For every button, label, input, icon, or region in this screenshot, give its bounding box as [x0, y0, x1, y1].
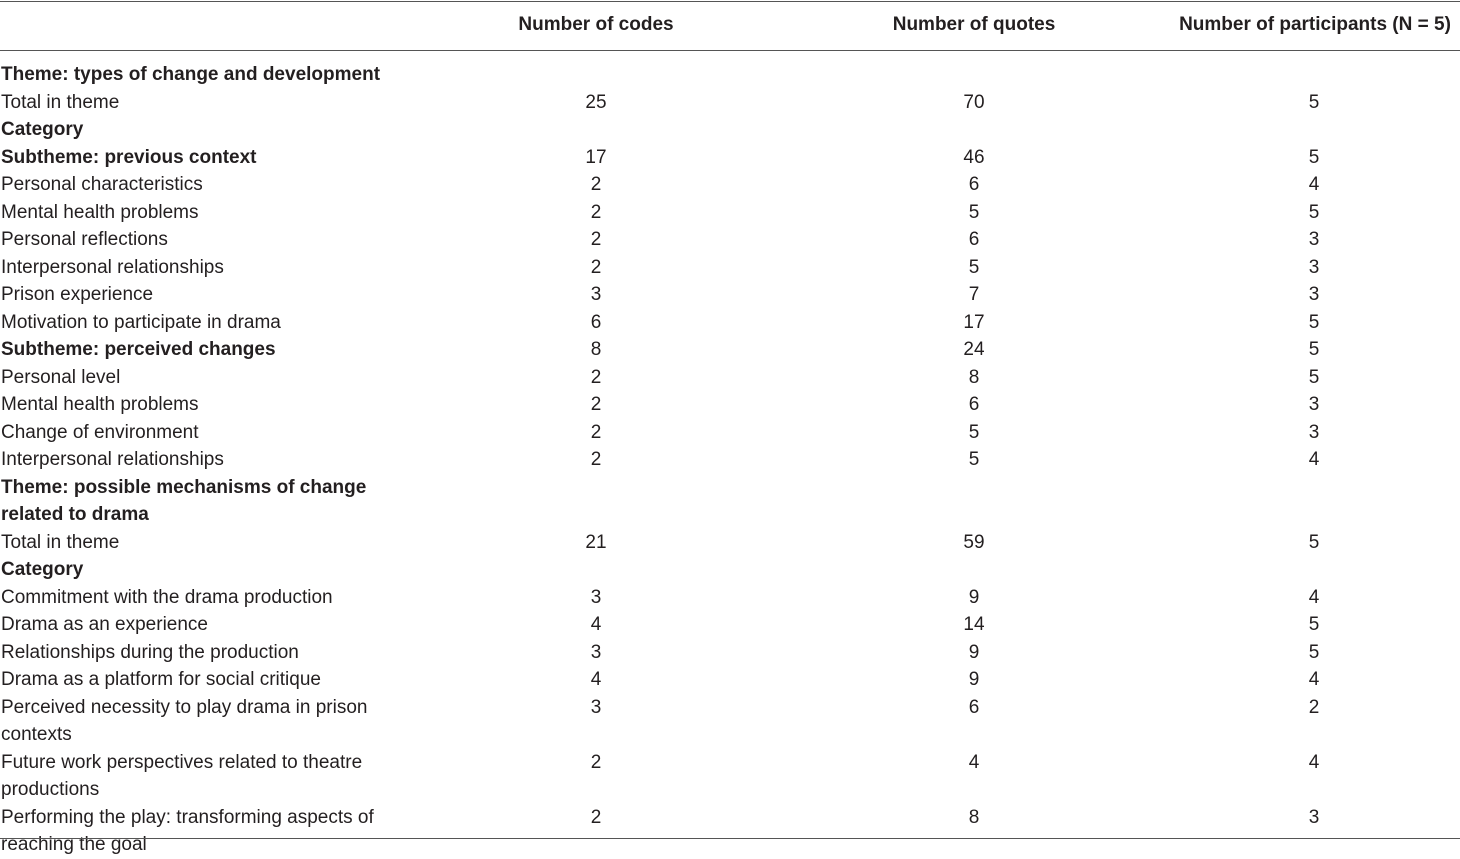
row-label: Future work perspectives related to theatre productions [1, 751, 363, 800]
codes-cell: 3 [590, 284, 602, 305]
table-row-9 [0, 309, 1460, 337]
quotes-cell: 5 [968, 449, 980, 470]
participants-cell: 4 [1308, 751, 1320, 773]
participants-cell: 4 [1308, 449, 1320, 470]
table-body [0, 61, 1460, 859]
row-label: Subtheme: perceived changes [1, 339, 276, 360]
quotes-cell: 24 [963, 339, 985, 360]
table-row-15 [0, 474, 1460, 529]
row-label: Change of environment [1, 421, 199, 443]
table-row-23 [0, 749, 1460, 804]
participants-cell: 5 [1308, 614, 1320, 635]
quotes-cell: 5 [968, 201, 980, 223]
participants-cell: 5 [1308, 339, 1320, 360]
row-label: Total in theme [1, 531, 120, 553]
table-row-11 [0, 364, 1460, 392]
quotes-cell: 7 [968, 284, 980, 305]
codes-cell: 21 [585, 531, 607, 553]
codes-cell: 2 [590, 366, 602, 388]
row-label: Theme: possible mechanisms of change related to drama [1, 476, 367, 525]
codes-cell: 4 [590, 614, 602, 635]
row-label: Category [1, 559, 84, 580]
participants-cell: 4 [1308, 586, 1320, 608]
row-label: Performing the play: transforming aspects of reaching the goal [1, 806, 374, 855]
header-number-of-codes: Number of codes [518, 14, 674, 35]
row-label: Personal level [1, 366, 121, 388]
table-row-24 [0, 804, 1460, 859]
participants-cell: 5 [1308, 311, 1320, 333]
codes-cell: 2 [590, 751, 602, 773]
row-label: Total in theme [1, 91, 120, 113]
table-row-7 [0, 254, 1460, 282]
row-label: Mental health problems [1, 394, 199, 415]
participants-cell: 3 [1308, 421, 1320, 443]
quotes-cell: 5 [968, 256, 980, 278]
quotes-cell: 14 [963, 614, 985, 635]
codes-cell: 2 [590, 421, 602, 443]
quotes-cell: 8 [968, 366, 980, 388]
quotes-cell: 46 [963, 146, 985, 168]
table-row-22 [0, 694, 1460, 749]
table-row-1 [0, 89, 1460, 117]
table-row-19 [0, 611, 1460, 639]
row-label: Personal characteristics [1, 174, 203, 195]
quotes-cell: 70 [963, 91, 985, 113]
participants-cell: 5 [1308, 146, 1320, 168]
codes-cell: 2 [590, 174, 602, 195]
quotes-cell: 6 [968, 394, 980, 415]
participants-cell: 5 [1308, 641, 1320, 663]
codes-cell: 2 [590, 449, 602, 470]
table-row-17 [0, 556, 1460, 584]
participants-cell: 3 [1308, 256, 1320, 278]
table-row-6 [0, 226, 1460, 254]
table-row-18 [0, 584, 1460, 612]
header-number-of-participants: Number of participants (N = 5) [1179, 14, 1451, 35]
row-label: Mental health problems [1, 201, 199, 223]
row-label: Drama as a platform for social critique [1, 669, 321, 690]
codes-cell: 3 [590, 696, 602, 718]
row-label: Motivation to participate in drama [1, 311, 281, 333]
row-label: Relationships during the production [1, 641, 299, 663]
table-row-21 [0, 666, 1460, 694]
row-label: Interpersonal relationships [1, 449, 224, 470]
quotes-cell: 59 [963, 531, 985, 553]
table-row-8 [0, 281, 1460, 309]
codes-cell: 2 [590, 201, 602, 223]
codes-cell: 25 [585, 91, 607, 113]
participants-cell: 5 [1308, 531, 1320, 553]
codes-cell: 3 [590, 586, 602, 608]
table-row-0 [0, 61, 1460, 89]
row-label: Commitment with the drama production [1, 586, 333, 608]
quotes-cell: 6 [968, 696, 980, 718]
row-label: Personal reflections [1, 229, 168, 250]
participants-cell: 5 [1308, 91, 1320, 113]
participants-cell: 5 [1308, 201, 1320, 223]
codes-cell: 6 [590, 311, 602, 333]
header-number-of-quotes: Number of quotes [892, 14, 1056, 35]
table-row-12 [0, 391, 1460, 419]
participants-cell: 3 [1308, 394, 1320, 415]
codes-cell: 17 [585, 146, 607, 168]
row-label: Interpersonal relationships [1, 256, 224, 278]
bottom-rule [0, 838, 1460, 839]
codes-cell: 2 [590, 229, 602, 250]
participants-cell: 2 [1308, 696, 1320, 718]
codes-cell: 2 [590, 806, 602, 828]
quotes-cell: 9 [968, 586, 980, 608]
quotes-cell: 9 [968, 669, 980, 690]
codes-cell: 2 [590, 256, 602, 278]
participants-cell: 3 [1308, 806, 1320, 828]
quotes-cell: 4 [968, 751, 980, 773]
quotes-cell: 6 [968, 174, 980, 195]
quotes-cell: 6 [968, 229, 980, 250]
quotes-cell: 5 [968, 421, 980, 443]
table-header [0, 0, 1460, 50]
table-row-20 [0, 639, 1460, 667]
quotes-cell: 8 [968, 806, 980, 828]
codes-cell: 2 [590, 394, 602, 415]
quotes-cell: 17 [963, 311, 985, 333]
table-row-10 [0, 336, 1460, 364]
table-row-5 [0, 199, 1460, 227]
row-label: Perceived necessity to play drama in prison contexts [1, 696, 368, 745]
participants-cell: 3 [1308, 229, 1320, 250]
table-row-13 [0, 419, 1460, 447]
row-label: Drama as an experience [1, 614, 208, 635]
row-label: Category [1, 119, 84, 140]
participants-cell: 4 [1308, 669, 1320, 690]
participants-cell: 3 [1308, 284, 1320, 305]
quotes-cell: 9 [968, 641, 980, 663]
table-row-14 [0, 446, 1460, 474]
participants-cell: 4 [1308, 174, 1320, 195]
codes-cell: 3 [590, 641, 602, 663]
table-row-4 [0, 171, 1460, 199]
table-row-3 [0, 144, 1460, 172]
table-row-2 [0, 116, 1460, 144]
codes-cell: 4 [590, 669, 602, 690]
row-label: Subtheme: previous context [1, 146, 257, 168]
row-label: Theme: types of change and development [1, 64, 381, 85]
row-label: Prison experience [1, 284, 154, 305]
table-row-16 [0, 529, 1460, 557]
header-rule [0, 50, 1460, 51]
participants-cell: 5 [1308, 366, 1320, 388]
codes-cell: 8 [590, 339, 602, 360]
